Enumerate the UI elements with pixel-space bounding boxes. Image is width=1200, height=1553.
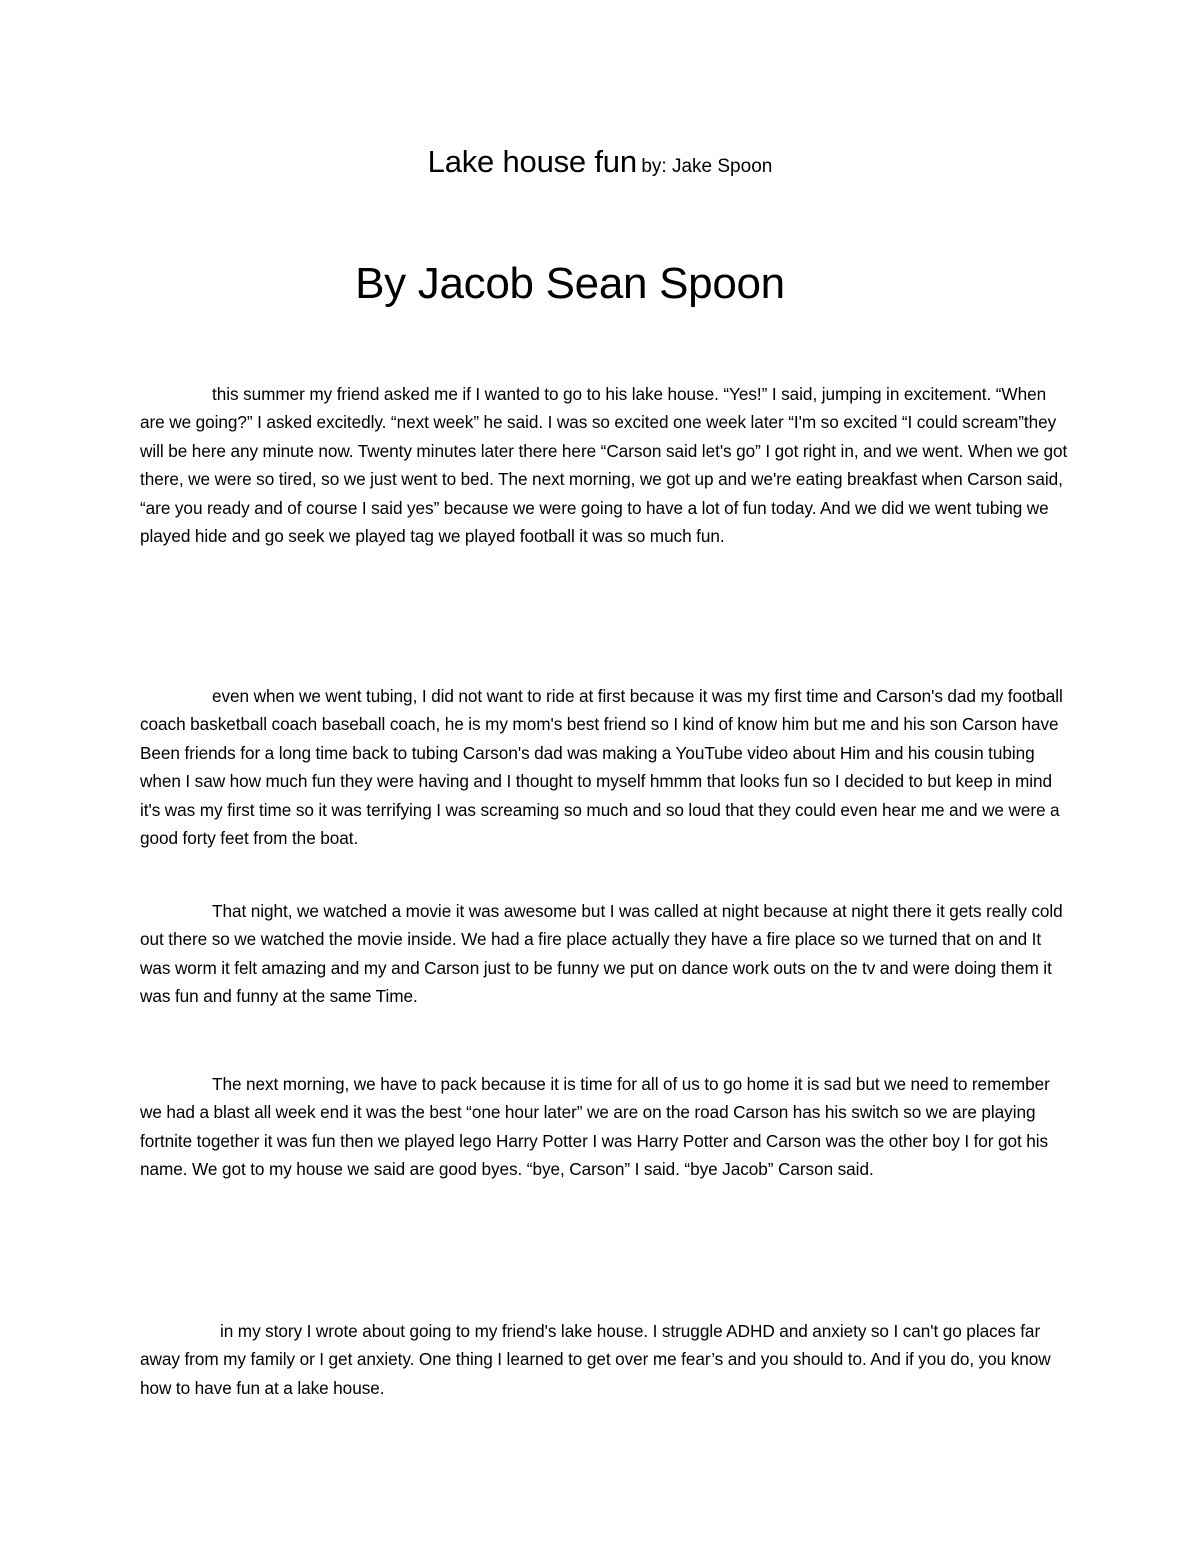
paragraph-3: That night, we watched a movie it was awesome but I was called at night because at night there it gets really cold out there so we watched the movie inside. We had a fire place actually they have a fire place so we turned that on and It was worm it felt amazing and my and Carson just to be funny we put on dance work outs on the tv and were doing them it was fun and funny at the same Time.: [140, 901, 1063, 1007]
paragraph-4: The next morning, we have to pack because it is time for all of us to go home it is sad but we need to remember we had a blast all week end it was the best “one hour later” we are on the road Carson has his switch so we are playing fortnite together it was fun then we played lego Harry Potter I was Harry Potter and Carson was the other boy I for got his name. We got to my house we said are good byes. “bye, Carson” I said. “bye Jacob” Carson said.: [140, 1074, 1050, 1180]
title-byline: by: Jake Spoon: [641, 156, 773, 177]
title-line: [0, 146, 1200, 177]
paragraph-5: in my story I wrote about going to my friend's lake house. I struggle ADHD and anxiety so I can't go places far away from my family or I get anxiety. One thing I learned to get over me fear’s and you should to. And if you do, you know how to have fun at a lake house.: [140, 1321, 1051, 1398]
page-title: Lake house fun: [427, 144, 637, 179]
paragraph-2: even when we went tubing, I did not want to ride at first because it was my first time and Carson's dad my football coach basketball coach baseball coach, he is my mom's best friend so I kind of know him but me and his son Carson have Been friends for a long time back to tubing Carson's dad was making a YouTube video about Him and his cousin tubing when I saw how much fun they were having and I thought to myself hmmm that looks fun so I decided to but keep in mind it's was my first time so it was terrifying I was screaming so much and so loud that they could even hear me and we were a good forty feet from the boat.: [140, 686, 1063, 849]
paragraph-1: this summer my friend asked me if I wanted to go to his lake house. “Yes!” I said, jumping in excitement. “When are we going?” I asked excitedly. “next week” he said. I was so excited one week later “I'm so excited “I could scream”they will be here any minute now. Twenty minutes later there here “Carson said let's go” I got right in, and we went. When we got there, we were so tired, so we just went to bed. The next morning, we got up and we're eating breakfast when Carson said, “are you ready and of course I said yes” because we were going to have a lot of fun today. And we did we went tubing we played hide and go seek we played tag we played football it was so much fun.: [140, 384, 1068, 547]
author-heading: By Jacob Sean Spoon: [355, 259, 785, 308]
